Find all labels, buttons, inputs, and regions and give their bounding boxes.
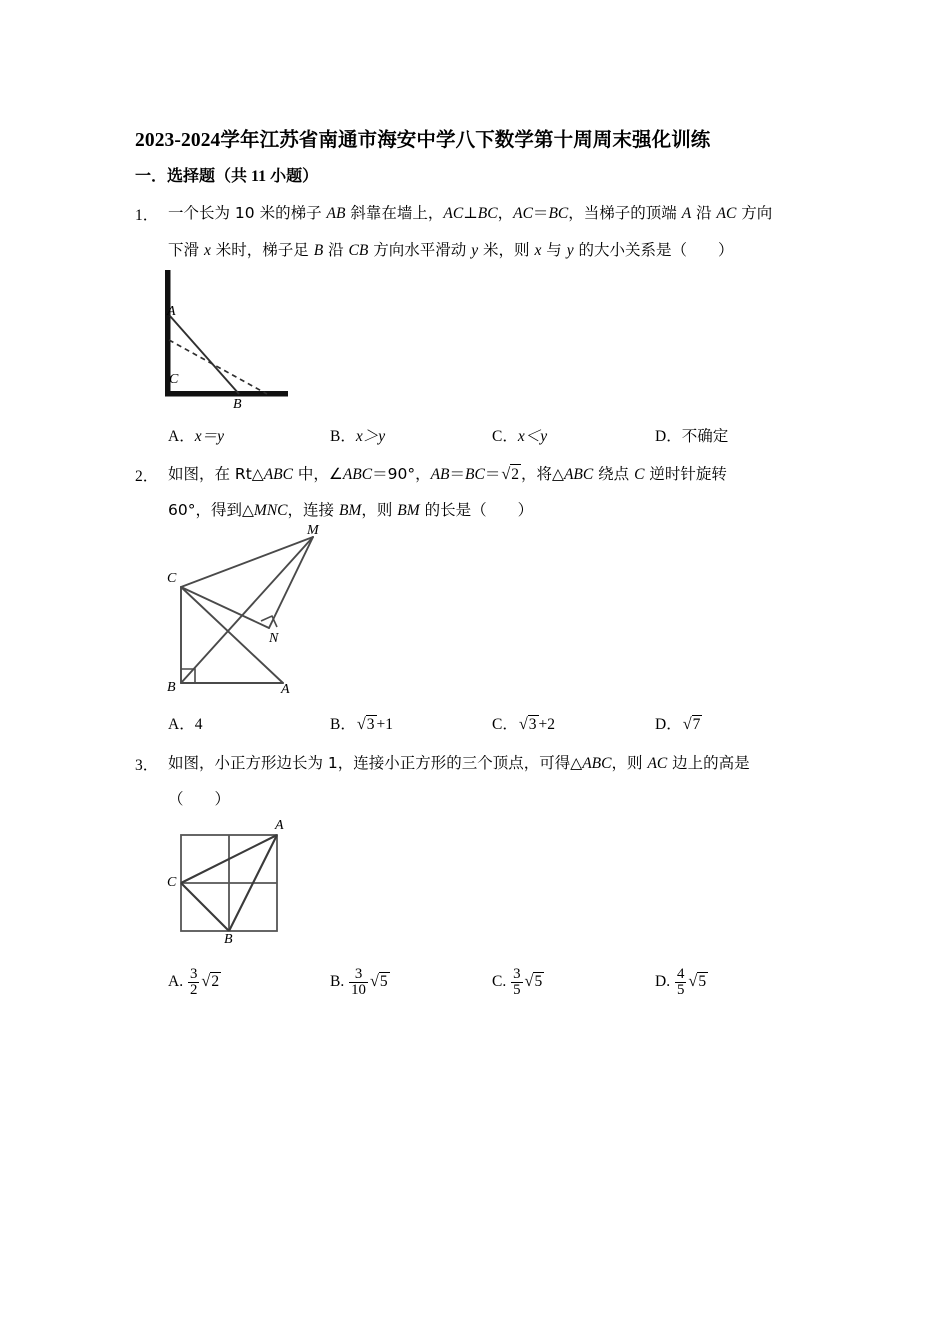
fig2-label-b: B xyxy=(167,680,176,695)
q1-option-d[interactable] xyxy=(655,424,728,446)
q1-l1-bc: BC xyxy=(477,205,498,222)
q3-l2-part-a: （ ） xyxy=(168,790,231,808)
q3-option-c-sqrt xyxy=(524,972,545,991)
q2-l1-part-e: ＝ xyxy=(484,466,501,483)
question-1-line-2 xyxy=(168,240,734,261)
q1-l2-x2: x xyxy=(534,242,542,259)
q2-l1-part-a: 如图，在 Rt△ xyxy=(168,465,264,483)
q1-l2-part-g: 的大小关系是（ ） xyxy=(573,241,734,259)
q3-option-b-letter: B. xyxy=(330,973,345,991)
q1-option-b-letter: B． xyxy=(330,428,356,445)
q3-option-a-fraction xyxy=(188,967,199,999)
q2-l1-part-f: ，将△ xyxy=(521,465,564,483)
q2-option-c-suffix: +2 xyxy=(538,716,556,733)
q1-l2-y2: y xyxy=(566,242,574,259)
q2-option-d-letter: D． xyxy=(655,716,682,733)
question-1-line-1 xyxy=(168,203,772,224)
question-2-line-2 xyxy=(168,500,533,521)
segment-ca xyxy=(181,587,283,683)
q2-option-d[interactable] xyxy=(655,712,702,734)
q2-option-b-letter: B． xyxy=(330,716,356,733)
q1-l1-part-b: 斜靠在墙上， xyxy=(345,204,444,222)
q1-l1-ab: AB xyxy=(326,205,346,222)
fig2-label-c: C xyxy=(167,571,177,586)
fig3-label-c: C xyxy=(167,875,177,890)
q2-l1-pointc: C xyxy=(634,466,645,483)
q1-l2-cb: CB xyxy=(348,242,369,259)
ladder-wall-diagram xyxy=(155,268,425,413)
q3-l1-abc: ABC xyxy=(582,755,612,772)
q2-l1-part-b: 中，∠ xyxy=(292,465,343,483)
q1-l1-part-a: 一个长为 10 米的梯子 xyxy=(168,204,327,222)
q1-option-a-text: x＝y xyxy=(194,428,224,445)
q2-option-b[interactable] xyxy=(330,712,393,734)
q2-option-b-suffix: +1 xyxy=(376,716,394,733)
q2-option-b-radicand: 3 xyxy=(366,716,375,733)
q3-option-d-fraction xyxy=(675,967,686,999)
grid-square-triangle-diagram xyxy=(165,818,305,958)
q2-option-c-letter: C． xyxy=(492,716,518,733)
q2-l1-bc: BC xyxy=(465,466,485,483)
q2-l1-part-h: 逆时针旋转 xyxy=(644,465,727,483)
q2-option-c-sqrt xyxy=(518,715,539,734)
q3-option-b-radicand: 5 xyxy=(379,973,388,991)
q1-l2-part-b: 米时，梯子足 xyxy=(210,241,314,259)
q1-l1-bc2: BC xyxy=(548,205,569,222)
q1-option-c-letter: C． xyxy=(492,428,518,445)
q3-option-c[interactable] xyxy=(492,967,544,999)
q1-l1-part-e: 沿 xyxy=(691,204,717,222)
q3-option-b-fraction xyxy=(349,967,368,999)
q1-option-d-letter: D． xyxy=(655,428,682,445)
q3-option-b[interactable] xyxy=(330,967,390,999)
q1-l1-part-f: 方向 xyxy=(736,204,773,222)
segment-cn xyxy=(181,587,269,628)
q2-l2-part-a: 60°，得到△ xyxy=(168,501,254,519)
radical-sign-icon: √ xyxy=(688,972,698,991)
q3-option-c-numerator: 3 xyxy=(513,966,521,982)
q2-l1-part-d: ＝ xyxy=(449,466,466,483)
question-2-number: 2． xyxy=(135,468,159,485)
q1-l1-eq: ＝ xyxy=(532,205,549,222)
radical-sign-icon: √ xyxy=(356,715,366,733)
q1-l2-pointb: B xyxy=(313,242,324,259)
radical-sign-icon: √ xyxy=(518,715,528,733)
q2-l1-abc2: ABC xyxy=(342,466,373,483)
q2-option-c-radicand: 3 xyxy=(528,716,537,733)
q2-l2-part-c: ，则 xyxy=(361,501,398,519)
ground-horizontal xyxy=(165,391,288,397)
q2-option-a-letter: A． xyxy=(168,716,195,733)
q1-l1-ac: AC xyxy=(443,205,464,222)
q1-l1-perp: ⊥ xyxy=(463,205,478,222)
rotated-triangle-diagram xyxy=(165,528,340,708)
q3-option-a-letter: A. xyxy=(168,973,184,991)
section-heading: 一．选择题（共 11 小题） xyxy=(135,168,319,185)
q3-option-c-letter: C. xyxy=(492,973,507,991)
q2-l1-part-c: ＝90°， xyxy=(372,465,431,483)
q2-option-c[interactable] xyxy=(492,712,555,734)
q2-l2-bm2: BM xyxy=(397,502,420,519)
q1-l1-ac3: AC xyxy=(716,205,737,222)
q2-l2-bm: BM xyxy=(338,502,362,519)
q1-l2-x: x xyxy=(203,242,211,259)
q3-option-d-radicand: 5 xyxy=(698,973,707,991)
q1-option-a-letter: A． xyxy=(168,428,195,445)
q2-l1-abc: ABC xyxy=(263,466,293,483)
q3-option-b-numerator: 3 xyxy=(354,966,363,982)
q3-option-a-radicand: 2 xyxy=(211,973,220,991)
q3-l1-ac: AC xyxy=(647,755,668,772)
q1-option-b-text: x＞y xyxy=(355,428,386,445)
q2-option-d-radicand: 7 xyxy=(692,716,701,733)
q3-option-b-denominator: 10 xyxy=(351,982,366,999)
q2-l1-sqrt2-radicand: 2 xyxy=(511,466,520,483)
q3-option-c-denominator: 5 xyxy=(513,982,521,999)
q3-option-a-numerator: 3 xyxy=(189,966,198,982)
fig2-label-m: M xyxy=(307,523,319,538)
q1-option-a[interactable] xyxy=(168,424,224,446)
q2-l2-part-b: ，连接 xyxy=(287,501,339,519)
q3-option-a-sqrt xyxy=(200,972,221,991)
radical-sign-icon: √ xyxy=(524,972,534,991)
q3-option-d-sqrt xyxy=(687,972,708,991)
fig1-label-c: C xyxy=(169,372,179,387)
fig1-label-b: B xyxy=(233,397,242,412)
q3-option-d-numerator: 4 xyxy=(676,966,685,982)
q2-l1-ab: AB xyxy=(430,466,450,483)
q1-option-c[interactable] xyxy=(492,424,547,446)
q3-option-d-denominator: 5 xyxy=(676,982,685,999)
fig2-label-n: N xyxy=(269,631,279,646)
q3-option-a-denominator: 2 xyxy=(189,982,198,999)
radical-sign-icon: √ xyxy=(501,465,511,483)
q1-option-c-text: x＜y xyxy=(517,428,548,445)
segment-bm xyxy=(181,537,313,683)
question-2-line-1 xyxy=(168,464,727,485)
q1-l1-part-d: ，当梯子的顶端 xyxy=(568,204,682,222)
q2-option-a-text: 4 xyxy=(194,716,203,733)
fig3-label-a: A xyxy=(275,818,284,833)
ladder-line-slipped xyxy=(169,340,267,394)
q2-option-a[interactable] xyxy=(168,712,202,734)
q3-option-c-radicand: 5 xyxy=(534,973,543,991)
q2-l1-sqrt2 xyxy=(500,464,521,485)
q2-l1-abc3: ABC xyxy=(563,466,594,483)
q3-option-b-sqrt xyxy=(369,972,390,991)
radical-sign-icon: √ xyxy=(369,972,379,991)
fig3-label-b: B xyxy=(224,932,233,947)
q2-l2-part-d: 的长是（ ） xyxy=(419,501,534,519)
q3-l1-part-c: 边上的高是 xyxy=(667,754,750,772)
question-3-number: 3． xyxy=(135,757,159,774)
q1-l1-part-c: ， xyxy=(497,204,514,222)
question-3-line-1 xyxy=(168,753,750,774)
question-3-figure xyxy=(165,818,305,958)
q1-l2-part-d: 方向水平滑动 xyxy=(368,241,472,259)
q1-option-b[interactable] xyxy=(330,424,385,446)
fig1-label-a: A xyxy=(167,304,176,319)
q3-l1-part-a: 如图，小正方形边长为 1，连接小正方形的三个顶点，可得△ xyxy=(168,754,583,772)
q3-option-a[interactable] xyxy=(168,967,221,999)
radical-sign-icon: √ xyxy=(682,715,692,733)
q1-l1-ac2: AC xyxy=(513,205,533,222)
q1-option-d-text: 不确定 xyxy=(681,427,729,445)
q3-option-d-letter: D. xyxy=(655,973,671,991)
q3-option-c-fraction xyxy=(511,967,522,999)
fig2-label-a: A xyxy=(281,682,290,697)
q2-option-b-sqrt xyxy=(356,715,377,734)
ladder-line-ab xyxy=(170,316,239,394)
q1-l2-part-f: 与 xyxy=(541,241,567,259)
q1-l2-part-c: 沿 xyxy=(323,241,349,259)
q1-l2-y: y xyxy=(471,242,479,259)
q2-option-d-sqrt xyxy=(682,715,703,734)
q2-l1-part-g: 绕点 xyxy=(593,465,635,483)
question-2-figure xyxy=(165,523,340,708)
question-1-figure xyxy=(155,268,425,413)
q2-l2-mnc: MNC xyxy=(253,502,288,519)
q3-option-d[interactable] xyxy=(655,967,708,999)
q1-l2-part-a: 下滑 xyxy=(168,241,204,259)
q1-l1-pointa: A xyxy=(681,205,692,222)
q3-l1-part-b: ，则 xyxy=(611,754,648,772)
question-1-number: 1． xyxy=(135,207,159,224)
segment-cb xyxy=(181,883,229,931)
q1-l2-part-e: 米，则 xyxy=(478,241,535,259)
page-title: 2023-2024学年江苏省南通市海安中学八下数学第十周周末强化训练 xyxy=(135,130,711,151)
radical-sign-icon: √ xyxy=(201,972,211,991)
question-3-line-2 xyxy=(168,789,230,810)
